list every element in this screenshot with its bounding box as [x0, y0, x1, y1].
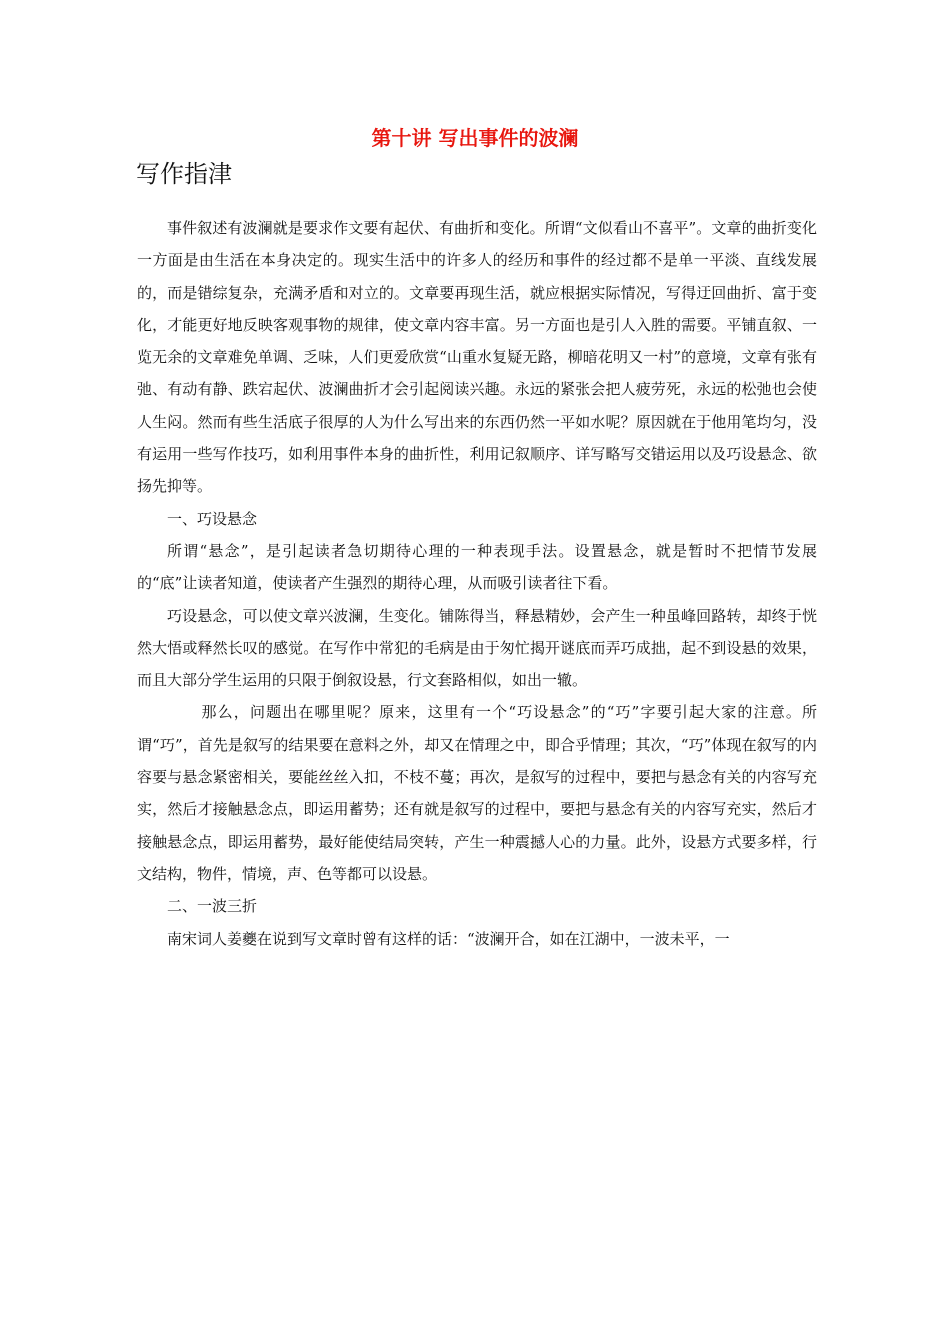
paragraph-suspense-definition: 所谓“悬念”，是引起读者急切期待心理的一种表现手法。设置悬念，就是暂时不把情节发展的“底”让读者知道，使读者产生强烈的期待心理，从而吸引读者往下看。 — [137, 541, 817, 593]
section-heading-twists: 二、一波三折 — [167, 897, 258, 916]
section-heading-suspense: 一、巧设悬念 — [167, 509, 258, 528]
intro-paragraph: 事件叙述有波澜就是要求作文要有起伏、有曲折和变化。所谓“文似看山不喜平”。文章的曲折变化一方面是由生活在本身决定的。现实生活中的许多人的经历和事件的经过都不是单一平淡、直线发展的，而是错综复杂，充满矛盾和对立的。文章要再现生活，就应根据实际情况，写得迂回曲折、富于变化，才能更好地反映客观事物的规律，使文章内容丰富。另一方面也是引人入胜的需要。平铺直叙、一览无余的文章难免单调、乏味，人们更爱欣赏“山重水复疑无路，柳暗花明又一村”的意境，文章有张有弛、有动有静、跌宕起伏、波澜曲折才会引起阅读兴趣。永远的紧张会把人疲劳死，永远的松弛也会使人生闷。然而有些生活底子很厚的人为什么写出来的东西仍然一平如水呢？原因就在于他用笔均匀，没有运用一些写作技巧，如利用事件本身的曲折性，利用记叙顺序、详写略写交错运用以及巧设悬念、欲扬先抑等。 — [137, 219, 817, 496]
paragraph-suspense-effect: 巧设悬念，可以使文章兴波澜，生变化。铺陈得当，释悬精妙，会产生一种虽峰回路转，却终于恍然大悟或释然长叹的感觉。在写作中常犯的毛病是由于匆忙揭开谜底而弄巧成拙，起不到设悬的效果，而且大部分学生运用的只限于倒叙设悬，行文套路相似，如出一辙。 — [137, 606, 817, 690]
document-title: 第十讲 写出事件的波澜 — [371, 126, 579, 150]
section-subtitle: 写作指津 — [136, 160, 232, 188]
document-body — [137, 212, 817, 955]
paragraph-twists-quote: 南宋词人姜夔在说到写文章时曾有这样的话：“波澜开合，如在江湖中，一波未平，一 — [167, 929, 730, 948]
paragraph-suspense-technique: 那么，问题出在哪里呢？原来，这里有一个“巧设悬念”的“巧”字要引起大家的注意。所谓“巧”，首先是叙写的结果要在意料之外，却又在情理之中，即合乎情理；其次，“巧”体现在叙写的内容要与悬念紧密相关，要能丝丝入扣，不枝不蔓；再次，是叙写的过程中，要把与悬念有关的内容写充实，然后才接触悬念点，即运用蓄势；还有就是叙写的过程中，要把与悬念有关的内容写充实，然后才接触悬念点，即运用蓄势，最好能使结局突转，产生一种震撼人心的力量。此外，设悬方式要多样，行文结构，物件，情境，声、色等都可以设悬。 — [137, 703, 817, 883]
